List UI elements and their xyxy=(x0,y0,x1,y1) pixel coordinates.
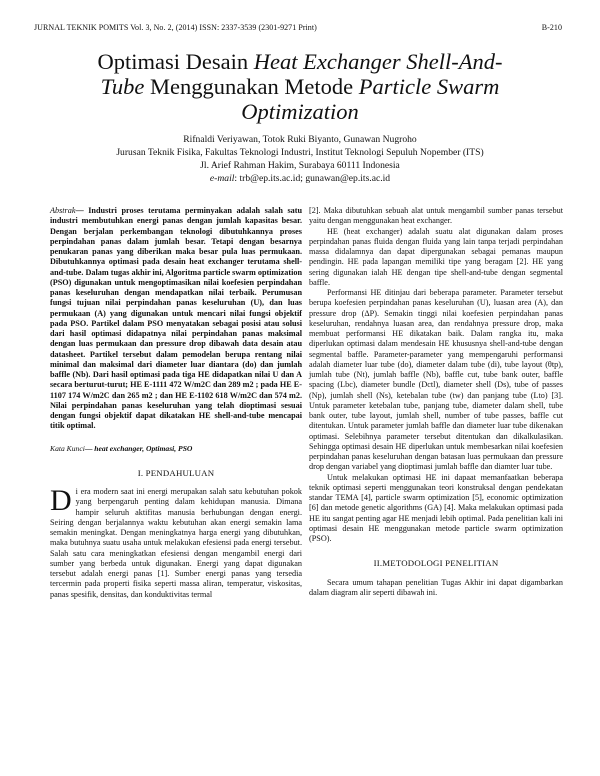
title-line-2 xyxy=(40,74,560,99)
paragraph: Secara umum tahapan penelitian Tugas Akhir ini dapat digambarkan dalam diagram alir seperti dibawah ini. xyxy=(309,577,563,597)
title-part-italic: Optimization xyxy=(241,99,359,124)
section-title-methodology: II.METODOLOGI PENELITIAN xyxy=(373,558,499,569)
email-addresses: : trb@ep.its.ac.id; gunawan@ep.its.ac.id xyxy=(234,173,391,184)
title-part: Menggunakan Metode xyxy=(144,74,359,99)
section-title-introduction: I. PENDAHULUAN xyxy=(137,467,215,478)
title-part-italic: Tube xyxy=(100,74,145,99)
paragraph: [2]. Maka dibutuhkan sebuah alat untuk mengambil sumber panas tersebut yaitu dengan menggunakan heat exchanger. xyxy=(309,206,563,226)
journal-info: JURNAL TEKNIK POMITS Vol. 3, No. 2, (2014) ISSN: 2337-3539 (2301-9271 Print) xyxy=(34,23,317,32)
intro-paragraph xyxy=(50,484,302,600)
author-block xyxy=(40,133,560,185)
abstract-label: Abstrak xyxy=(50,206,76,215)
author-affiliation: Jurusan Teknik Fisika, Fakultas Teknologi Industri, Institut Teknologi Sepuluh Nopember (ITS) xyxy=(116,147,484,158)
left-column xyxy=(50,206,302,600)
intro-text: i era modern saat ini energi merupakan salah satu kebutuhan pokok yang berpengaruh penting dalam kehidupan manusia. Dimana hampir seluruh aktifitas manusia berhubungan dengan energi. Seiring dengan berjalannya waktu kebutuhan akan energi semakin lama semakin meningkat. Dengan meningkatnya harga energi yang dibutuhkan, maka butuhnya suatu usaha untuk melakukan efesiensi pada energi tersebut. Salah satu cara meningkatkan efesiensi dengan mengambil energi dari sumber yang berbeda untuk digunakan. Energi yang dapat digunakan tersebut adalah energi panas [1]. Sumber energi panas yang tersedia tercermin pada properti fisika seperti massa aliran, temperatur, viskositas, panas spesifik, densitas, dan konduktivitas termal xyxy=(50,487,302,599)
title-line-3 xyxy=(40,99,560,124)
title-part-italic: Particle Swarm xyxy=(358,74,500,99)
author-address: Jl. Arief Rahman Hakim, Surabaya 60111 Indonesia xyxy=(200,160,400,171)
running-header xyxy=(34,23,562,32)
paragraph: HE (heat exchanger) adalah suatu alat digunakan dalam proses perpindahan panas fluida dengan fluida yang lain tanpa terjadi perpindahan massa didalamnya dan dapat dipergunakan sebagai pemanas maupun pendingin. HE pada lapangan memiliki tipe yang beragam [2]. HE yang sering digunakan ialah HE dengan tipe shell-and-tube dengan segmental baffle. xyxy=(309,226,563,287)
abstract-text: — Industri proses terutama perminyakan adalah salah satu industri membutuhkan energi panas dengan jumlah kapasitas besar. Dengan berjalan perkembangan teknologi dibutuhkannya proses perpindahan panas dalam jumlah besar. Tetapi dengan besarnya penukaran panas yang diberikan maka besar pula luas permukaan. Dibutuhkannya optimasi pada desain heat exchanger terutama shell-and-tube. Dalam tugas akhir ini, Algoritma particle swarm optimization (PSO) digunakan untuk mengoptimasikan nilai koefesien perpindahan panas keseluruhan dengan mendapatkan nilai terbaik. Perumusan fungsi tujuan nilai perpindahan panas keseluruhan (U), dan luas permukaan (A) yang digunakan untuk mencari nilai fungsi objektif pada PSO. Partikel dalam PSO menyatakan sebagai posisi atau solusi dari hasil optimasi didapatnya nilai perpindahan panas maksimal dengan luas permukaan dan pressure drop dibawah data desain atau datasheet. Partikel tersebut dalam pemodelan berupa rentang nilai minimal dan maksimal dari diameter luar diantara (do) dan jumlah baffle (Nb). Dari hasil optimasi pada tiga HE didapatkan nilai U dan A secara berturut-turut; HE E-1111 472 W/m2C dan 289 m2 ; pada HE E-1107 174 W/m2C dan 265 m2 ; dan HE E-1102 618 W/m2C dan 574 m2. Nilai perpindahan panas keseluruhan yang telah dioptimasi sesuai dengan fungsi objektif dapat dikatakan HE shell-and-tube mencapai titik optimal. xyxy=(50,206,302,431)
email-label: e-mail xyxy=(209,173,235,184)
paper-title xyxy=(40,49,560,124)
keywords-text: — heat exchanger, Optimasi, PSO xyxy=(84,443,193,453)
keywords xyxy=(50,444,302,454)
title-part: Optimasi Desain xyxy=(97,49,254,74)
paragraph: Untuk melakukan optimasi HE ini dapaat memanfaatkan beberapa teknik optimasi seperti menggunakan teori konstruksal dengan pendekatan standar TEMA [4], particle swarm optimization [5], economic optimization [6] dan metode genetic algorithms (GA) [4]. Maka melakukan optimasi pada HE itu sangat penting agar HE menjadi lebih optimal. Pada penelitian kali ini optimasi desain HE menggunakan metode particle swarm optimization (PSO). xyxy=(309,472,563,543)
right-column xyxy=(309,206,563,598)
author-email xyxy=(40,172,560,185)
keywords-label: Kata Kunci xyxy=(50,443,85,453)
page-number: B-210 xyxy=(541,23,562,32)
title-line-1 xyxy=(40,49,560,74)
drop-cap: D xyxy=(50,484,72,517)
abstract xyxy=(50,206,302,432)
title-part-italic: Heat Exchanger Shell-And- xyxy=(253,49,503,74)
author-names: Rifnaldi Veriyawan, Totok Ruki Biyanto, Gunawan Nugroho xyxy=(183,134,417,145)
paragraph: Performansi HE ditinjau dari beberapa parameter. Parameter tersebut berupa koefesien perpindahan panas keseluruhan (U), luasan area (A), dan pressure drop (ΔP). Semakin tinggi nilai koefesien perpindahan panas keseluruhan, rendahnya luasan area, dan rendahnya pressure drop, maka membuat performansi HE dikatakan baik. Dalam rangka itu, maka diperlukan optimasi dalam mendesain HE khususnya shell-and-tube dengan segmental baffle. Parameter-parameter yang mempengaruhi performansi adalah diameter luar tube (do), diameter dalam tube (di), tube layout (θtp), jumlah tube (Nt), jumlah baffle (Nb), baffle cut, tube bank outer, baffle spacing (Lbc), diameter bundle (Dctl), diameter shell (Ds), tube of passes (Np), jumlah shell (Ns), ketebalan tube (tw) dan panjang tube (Lto) [3]. Untuk parameter ketebalan tube, panjang tube, diameter dalam shell, tube bank outer, tube layout, jumlah shell, number of tube passes, baffle cut ditentukan. Untuk parameter jumlah baffle dan diameter luar tube dikenakan optimasi. Selebihnya parameter tersebut ditentukan dan dikalkulasikan. Sehingga optimasi desain HE diperlukan untuk membesarkan nilai koefesien perpindahan panas keseluruhan dengan batasan luas permukaan dan pressure drop dengan variabel yang dioptimasi jumlah baffle dan diamter luar tube. xyxy=(309,288,563,472)
